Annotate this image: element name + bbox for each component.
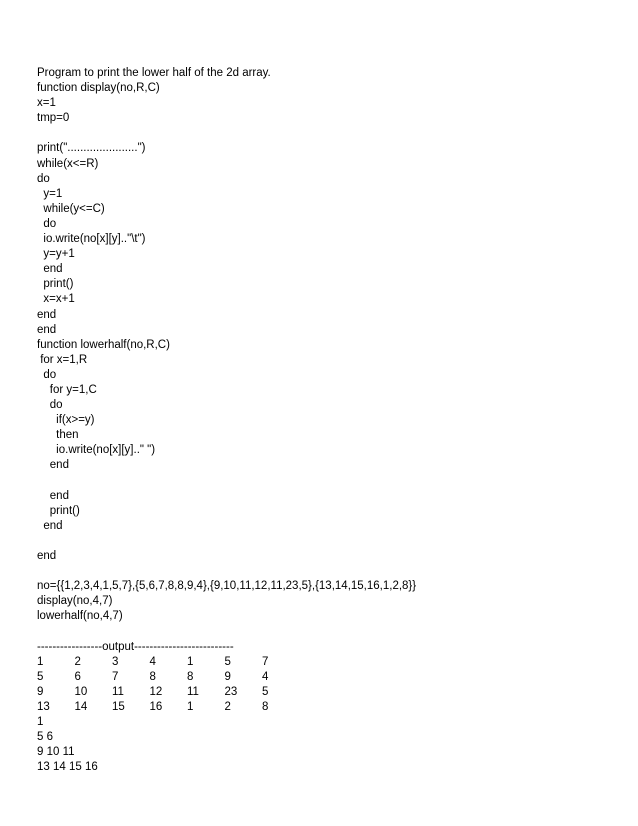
output-cell: 11 [187, 685, 199, 698]
code-line: y=y+1 [37, 248, 75, 261]
output-cell: 9 [37, 685, 44, 698]
code-line [37, 624, 627, 639]
code-line: function display(no,R,C) [37, 82, 160, 95]
code-line: then [37, 429, 79, 442]
output-line: 1 [37, 716, 44, 729]
code-line [37, 474, 627, 489]
output-cell: 9 [224, 670, 231, 683]
code-line: end [37, 323, 57, 336]
output-table [37, 655, 627, 715]
output-cell: 11 [112, 685, 124, 698]
code-line: end [37, 489, 69, 502]
output-lines [37, 715, 627, 775]
code-line: end [37, 519, 63, 532]
output-cell: 5 [262, 685, 269, 698]
code-line [37, 564, 627, 579]
code-line: do [37, 217, 57, 230]
output-cell: 2 [74, 655, 81, 668]
output-cell: 13 [37, 700, 50, 713]
output-cell: 4 [149, 655, 156, 668]
output-row [37, 670, 627, 685]
output-cell: 10 [74, 685, 88, 698]
code-line: end [37, 308, 57, 321]
code-line [37, 126, 627, 141]
output-line: 5 6 [37, 731, 53, 744]
code-line: display(no,4,7) [37, 595, 113, 608]
code-line: do [37, 399, 63, 412]
code-line: io.write(no[x][y].."\t") [37, 233, 146, 246]
output-cell: 1 [37, 655, 44, 668]
output-cell: 3 [112, 655, 119, 668]
output-cell: 23 [224, 685, 238, 698]
output-cell: 8 [262, 700, 269, 713]
code-line: tmp=0 [37, 112, 70, 125]
code-line: no={{1,2,3,4,1,5,7},{5,6,7,8,8,9,4},{9,10,11,12,11,23,5},{13,14,15,16,1,2,8}} [37, 580, 417, 593]
code-line: y=1 [37, 187, 63, 200]
code-line: end [37, 459, 69, 472]
output-row [37, 685, 627, 700]
code-line: print("......................") [37, 142, 146, 155]
code-line: for y=1,C [37, 383, 97, 396]
code-line: function lowerhalf(no,R,C) [37, 338, 170, 351]
output-cell: 5 [37, 670, 44, 683]
output-cell: 8 [149, 670, 156, 683]
code-line: if(x>=y) [37, 414, 95, 427]
code-line: do [37, 368, 57, 381]
output-cell: 12 [149, 685, 163, 698]
document-page [37, 66, 627, 775]
code-line: print() [37, 278, 74, 291]
code-line: lowerhalf(no,4,7) [37, 610, 123, 623]
output-cell: 7 [262, 655, 269, 668]
code-line: while(y<=C) [37, 202, 105, 215]
code-line: x=x+1 [37, 293, 75, 306]
code-line: -----------------output-------------------------- [37, 640, 234, 653]
output-cell: 6 [74, 670, 81, 683]
output-cell: 14 [74, 700, 88, 713]
output-cell: 8 [187, 670, 194, 683]
code-line: Program to print the lower half of the 2d array. [37, 67, 271, 79]
output-cell: 2 [224, 700, 231, 713]
output-cell: 15 [112, 700, 125, 713]
code-line: x=1 [37, 97, 56, 110]
output-cell: 16 [149, 700, 163, 713]
output-cell: 1 [187, 700, 194, 713]
output-cell: 4 [262, 670, 269, 683]
output-cell: 5 [224, 655, 231, 668]
code-line: for x=1,R [37, 353, 88, 366]
code-line: end [37, 550, 57, 562]
code-line: while(x<=R) [37, 157, 99, 170]
output-cell: 1 [187, 655, 194, 668]
code-line: end [37, 263, 63, 276]
code-line: io.write(no[x][y].." ") [37, 444, 156, 457]
output-row [37, 655, 627, 670]
output-line: 13 14 15 16 [37, 761, 98, 774]
output-cell: 7 [112, 670, 119, 683]
code-line [37, 534, 627, 549]
code-line: do [37, 172, 50, 185]
code-listing [37, 66, 627, 655]
output-line: 9 10 11 [37, 746, 75, 759]
code-line: print() [37, 504, 80, 517]
output-row [37, 700, 627, 715]
